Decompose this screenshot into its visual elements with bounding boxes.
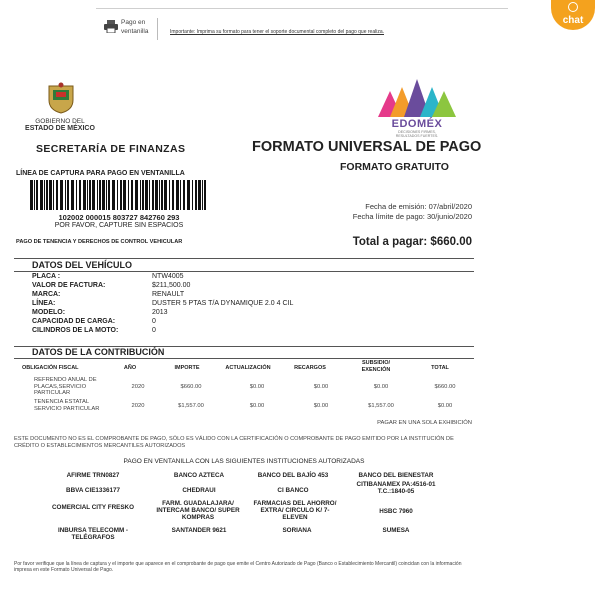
chat-label: chat [562,15,584,26]
printer-icon[interactable] [104,20,118,33]
edomex-tagline-1: DECISIONES FIRMES, [398,130,436,134]
col-header-actualizacion: ACTUALIZACIÓN [225,365,271,371]
estado-label: ESTADO DE MÉXICO [25,125,95,132]
col-header-obligacion: OBLIGACIÓN FISCAL [22,365,79,371]
institucion-item: INBURSA TELECOMM - TELÉGRAFOS [57,527,129,541]
vehiculo-value: 0 [152,318,156,325]
edomex-tagline [374,130,460,138]
col-header-total: TOTAL [431,365,449,371]
pago-ventanilla-line1: Pago en [121,19,146,26]
comprobante-notice: ESTE DOCUMENTO NO ES EL COMPROBANTE DE PAGO, SÓLO ES VÁLIDO CON LA CERTIFICACIÓN O COMPROBANTE DE PAGO EMITIDO POR LA INSTITUCIÓN DE CRÉDITO O ESTABLECIMIENTOS MERCANTILES AUTORIZADOS [14,436,454,449]
contribucion-recargos: $0.00 [313,384,329,390]
vehiculo-value: RENAULT [152,291,185,298]
institucion-item: COMERCIAL CITY FRESKO [52,504,134,511]
vehiculo-top-rule [14,258,474,259]
pago-ventanilla-line2: ventanilla [121,28,149,35]
formato-gratuito-title: FORMATO GRATUITO [340,161,449,173]
contribucion-actualizacion: $0.00 [249,403,265,409]
contribucion-anio: 2020 [131,403,145,409]
vehiculo-value: DUSTER 5 PTAS T/A DYNAMIQUE 2.0 4 CIL [152,300,294,307]
exhibicion-note: PAGAR EN UNA SOLA EXHIBICIÓN [377,420,472,426]
institucion-item: HSBC 7960 [379,508,413,515]
contribucion-bottom-rule [14,358,474,359]
fecha-emision: Fecha de emisión: 07/abril/2020 [365,202,472,211]
vehiculo-label: LÍNEA: [32,300,56,307]
vehiculo-label: PLACA : [32,273,61,280]
secretaria-title: SECRETARÍA DE FINANZAS [36,143,186,155]
contribucion-total: $0.00 [437,403,453,409]
barcode [30,180,208,210]
vehiculo-label: MODELO: [32,309,66,316]
pago-tenencia-title: PAGO DE TENENCIA Y DERECHOS DE CONTROL VEHICULAR [16,239,183,245]
contribucion-anio: 2020 [131,384,145,390]
pago-ventanilla-link[interactable] [121,18,148,36]
top-divider [96,8,508,9]
vehiculo-label: VALOR DE FACTURA: [32,282,106,289]
institucion-item: CITIBANAMEX PA:4516-01 T.C.:1840-05 [356,481,436,495]
total-a-pagar: Total a pagar: $660.00 [352,236,472,248]
contribucion-obligacion: TENENCIA ESTATAL SERVICIO PARTICULAR [34,399,100,412]
footer-verification-note: Por favor verifique que la línea de captura y el importe que aparece en el comprobante de pago que emite el Centro Autorizado de Pago (Banco o Establecimiento Mercantil) coincidan con la información impresa en este Formato Universal de Pago. [14,561,462,573]
chat-icon [568,2,578,12]
important-notice-link[interactable]: Importante: Imprima su formato para tener el soporte documental completo del pago que realiza. [170,29,385,35]
gobierno-label: GOBIERNO DEL [35,118,85,125]
institucion-item: CI BANCO [277,487,309,494]
institucion-item: SORIANA [282,527,312,534]
linea-captura-title: LÍNEA DE CAPTURA PARA PAGO EN VENTANILLA [16,170,185,177]
institucion-item: AFIRME TRN0827 [66,472,120,479]
institucion-item: FARM. GUADALAJARA/ INTERCAM BANCO/ SUPER KOMPRAS [156,500,240,521]
edomex-logo-icon [374,77,460,119]
chat-button[interactable] [551,0,595,30]
col-header-recargos: RECARGOS [294,365,326,371]
vehiculo-value: 0 [152,327,156,334]
vehiculo-label: CAPACIDAD DE CARGA: [32,318,116,325]
vehiculo-value: $211,500.00 [152,282,191,289]
contribucion-total: $660.00 [434,384,456,390]
institucion-item: SANTANDER 9621 [171,527,227,534]
col-header-subsidio: SUBSIDIO/ EXENCIÓN [361,360,391,373]
vehiculo-bottom-rule [14,271,474,272]
vehiculo-value: NTW4005 [152,273,184,280]
capture-note: POR FAVOR, CAPTURE SIN ESPACIOS [54,222,184,229]
edomex-name: EDOMÉX [391,118,443,130]
institucion-item: SUMESA [382,527,410,534]
col-header-anio: AÑO [123,365,137,371]
contribucion-importe: $660.00 [180,384,202,390]
contribucion-title: DATOS DE LA CONTRIBUCIÓN [32,347,165,357]
institucion-item: BANCO AZTECA [173,472,225,479]
vehiculo-label: CILINDROS DE LA MOTO: [32,327,119,334]
institucion-item: BANCO DEL BAJÍO 453 [257,472,329,479]
contribucion-actualizacion: $0.00 [249,384,265,390]
vehiculo-value: 2013 [152,309,168,316]
contribucion-subsidio: $1,557.00 [368,403,394,409]
contribucion-subsidio: $0.00 [373,384,389,390]
institucion-item: BBVA CIE1336177 [66,487,120,494]
institucion-item: BANCO DEL BIENESTAR [358,472,434,479]
edomex-tagline-2: RESULTADOS FUERTES. [395,134,439,138]
fecha-limite: Fecha límite de pago: 30/junio/2020 [352,212,472,221]
contribucion-importe: $1,557.00 [178,403,204,409]
contribucion-recargos: $0.00 [313,403,329,409]
formato-universal-title: FORMATO UNIVERSAL DE PAGO [252,139,482,155]
institucion-item: CHEDRAUI [182,487,216,494]
col-header-importe: IMPORTE [174,365,200,371]
contribucion-obligacion: REFRENDO ANUAL DE PLACAS,SERVICIO PARTICULAR [34,377,97,396]
vehiculo-label: MARCA: [32,291,61,298]
vehiculo-title: DATOS DEL VEHÍCULO [32,260,133,270]
linea-captura-number: 102002 000015 803727 842760 293 [58,213,180,222]
institucion-item: FARMACIAS DEL AHORRO/ EXTRA/ CIRCULO K/ 7-ELEVEN [253,500,337,521]
topbar-separator [157,18,158,40]
instituciones-title: PAGO EN VENTANILLA CON LAS SIGUIENTES INSTITUCIONES AUTORIZADAS [123,458,365,465]
estado-mexico-crest-icon [46,82,76,114]
